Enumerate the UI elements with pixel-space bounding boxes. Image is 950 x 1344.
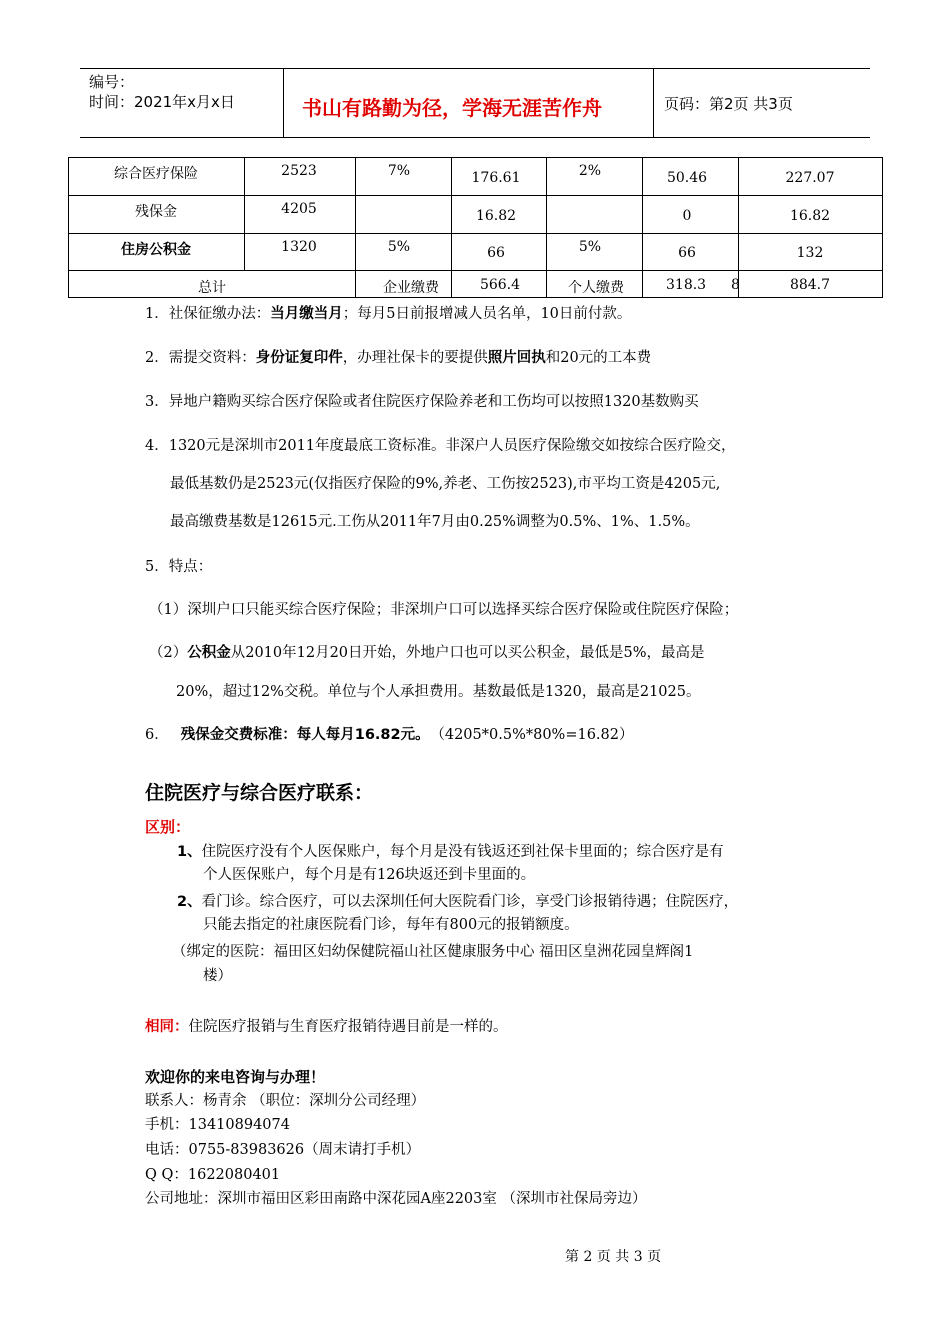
note-5-item-2: （2）公积金从2010年12月20日开始，外地户口也可以买公积金，最低是5%，最高是 bbox=[149, 645, 705, 661]
row-total: 227.07 bbox=[785, 170, 835, 186]
contact-mobile: 手机：13410894074 bbox=[145, 1117, 290, 1133]
contact-qq: Q Q：1622080401 bbox=[145, 1167, 281, 1183]
row-ent-rate: 7% bbox=[387, 163, 411, 179]
difference-item-1: 1、住院医疗没有个人医保账户，每个月是没有钱返还到社保卡里面的；综合医疗是有 bbox=[177, 844, 724, 860]
header-motto: 书山有路勤为径，学海无涯苦作舟 bbox=[302, 96, 602, 120]
contact-phone: 电话：0755-83983626（周末请打手机） bbox=[145, 1142, 421, 1158]
same-note: 相同：住院医疗报销与生育医疗报销待遇目前是一样的。 bbox=[145, 1019, 508, 1035]
row-name: 残保金 bbox=[135, 204, 177, 220]
note-4-line-1: 4．1320元是深圳市2011年度最底工资标准。非深户人员医疗保险缴交如按综合医疗险交， bbox=[145, 438, 736, 454]
row-total: 16.82 bbox=[789, 208, 831, 224]
section-title: 住院医疗与综合医疗联系： bbox=[145, 782, 374, 804]
doc-date-label: 时间：2021年x月x日 bbox=[89, 93, 235, 111]
row-ind-amount: 50.46 bbox=[666, 170, 708, 186]
header-page-number: 页码：第2页 共3页 bbox=[664, 95, 793, 113]
row-ind-rate: 5% bbox=[578, 239, 602, 255]
total-label: 总计 bbox=[198, 280, 226, 296]
note-2: 2．需提交资料：身份证复印件，办理社保卡的要提供照片回执和20元的工本费 bbox=[145, 350, 652, 366]
row-ent-amount: 176.61 bbox=[471, 170, 521, 186]
contact-person: 联系人：杨青余 （职位：深圳分公司经理） bbox=[145, 1093, 426, 1109]
difference-label: 区别： bbox=[145, 818, 191, 836]
note-5-title: 5．特点： bbox=[145, 559, 213, 575]
difference-item-1-line-2: 个人医保账户，每个月是有126块返还到卡里面的。 bbox=[203, 867, 536, 883]
bound-hospital-note-line-2: 楼） bbox=[203, 968, 232, 984]
enterprise-fee-label: 企业缴费 bbox=[383, 280, 439, 296]
note-4-line-2: 最低基数仍是2523元(仅指医疗保险的9%,养老、工伤按2523),市平均工资是4205元, bbox=[170, 476, 721, 492]
welcome-text: 欢迎你的来电咨询与办理！ bbox=[145, 1068, 326, 1086]
bound-hospital-note: （绑定的医院：福田区妇幼保健院福山社区健康服务中心 福田区皇洲花园皇辉阁1 bbox=[172, 944, 694, 960]
grand-total: 884.7 bbox=[789, 277, 831, 293]
note-3: 3．异地户籍购买综合医疗保险或者住院医疗保险养老和工伤均可以按照1320基数购买 bbox=[145, 394, 699, 410]
enterprise-fee-total: 566.4 bbox=[479, 277, 521, 293]
row-name: 住房公积金 bbox=[121, 242, 191, 258]
contact-address: 公司地址：深圳市福田区彩田南路中深花园A座2203室 （深圳市社保局旁边） bbox=[145, 1191, 647, 1207]
note-6: 6． 残保金交费标准：每人每月16.82元。 （4205*0.5%*80%=16.82） bbox=[145, 727, 634, 743]
note-1: 1．社保征缴办法：当月缴当月；每月5日前报增减人员名单，10日前付款。 bbox=[145, 306, 632, 322]
note-5-item-1: （1）深圳户口只能买综合医疗保险；非深圳户口可以选择买综合医疗保险或住院医疗保险； bbox=[149, 602, 739, 618]
row-ent-amount: 66 bbox=[487, 245, 505, 261]
note-4-line-3: 最高缴费基数是12615元.工伤从2011年7月由0.25%调整为0.5%、1%、1.5%。 bbox=[170, 514, 700, 530]
difference-item-2-line-2: 只能去指定的社康医院看门诊，每年有800元的报销额度。 bbox=[203, 917, 579, 933]
row-name: 综合医疗保险 bbox=[114, 166, 198, 182]
row-ind-amount: 66 bbox=[678, 245, 696, 261]
page-footer: 第 2 页 共 3 页 bbox=[565, 1249, 662, 1265]
doc-number-label: 编号： bbox=[89, 73, 135, 91]
header-divider bbox=[653, 69, 654, 137]
row-base: 4205 bbox=[281, 201, 317, 217]
difference-item-2: 2、看门诊。综合医疗，可以去深圳任何大医院看门诊，享受门诊报销待遇；住院医疗， bbox=[177, 894, 739, 910]
row-base: 1320 bbox=[281, 239, 317, 255]
row-ent-rate: 5% bbox=[387, 239, 411, 255]
individual-fee-label: 个人缴费 bbox=[568, 280, 624, 296]
individual-fee-total: 318.3 bbox=[666, 277, 707, 293]
row-ind-amount: 0 bbox=[682, 208, 692, 224]
header-divider bbox=[283, 69, 284, 137]
row-ind-rate: 2% bbox=[578, 163, 602, 179]
individual-fee-total-extra: 8 bbox=[731, 277, 740, 293]
row-base: 2523 bbox=[281, 163, 317, 179]
row-ent-amount: 16.82 bbox=[475, 208, 517, 224]
row-total: 132 bbox=[796, 245, 824, 261]
note-5-item-2-line-2: 20%，超过12%交税。单位与个人承担费用。基数最低是1320，最高是21025。 bbox=[176, 684, 701, 700]
